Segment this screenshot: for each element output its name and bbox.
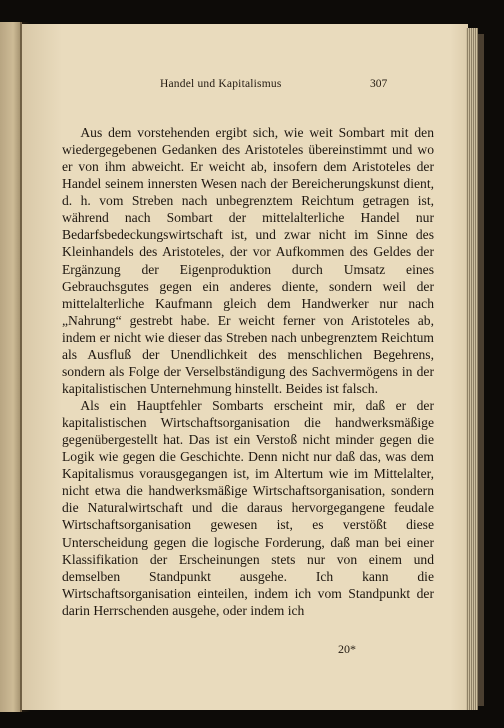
page-number: 307 xyxy=(370,78,388,90)
book-page xyxy=(22,24,468,710)
body-text xyxy=(62,124,434,619)
page-block-edge xyxy=(466,28,478,710)
page-header xyxy=(22,78,468,96)
signature-mark: 20* xyxy=(338,642,356,656)
paragraph-2: Als ein Hauptfehler Sombarts erscheint mir, daß er der kapitalistischen Wirtschaftsorganisation die handwerksmäßige gegenübergestellt hat. Das ist ein Verstoß nicht minder gegen die Logik wie gegen die Geschichte. Denn nicht nur daß das, was dem Kapitalismus vorausgegangen ist, im Altertum wie im Mittelalter, nicht etwa die handwerksmäßige Wirtschaftsorganisation, sondern die Naturalwirtschaft und die daraus hervorgegangene feudale Wirtschaftsorganisation gewesen ist, es verstößt diese Unterscheidung gegen die logische Forderung, daß man bei einer Klassifikation der Erscheinungen stets nur von einem und demselben Standpunkt ausgehe. Ich kann die Wirtschaftsorganisation einteilen, indem ich vom Standpunkt der darin Herrschenden ausgehe, oder indem ich xyxy=(62,398,434,618)
paragraph-1: Aus dem vorstehenden ergibt sich, wie weit Sombart mit den wiedergegebenen Gedanken des Aristoteles übereinstimmt und wo er von ihm abweicht. Er weicht ab, insofern dem Aristoteles der Handel seinem innersten Wesen nach der Bereicherungskunst dient, d. h. vom Streben nach unbegrenztem Reichtum getragen ist, während nach Sombart der mittelalterliche Handel nur Bedarfsbedeckungswirtschaft ist, und zwar nicht im Sinne des Kleinhandels des Aristoteles, der vor Aufkommen des Geldes der Ergänzung der Eigenproduktion durch Umsatz eines Gebrauchsgutes gegen ein anderes diente, sondern weil der mittelalterliche Kaufmann gleich dem Handwerker nur nach „Nahrung“ gestrebt habe. Er weicht ferner von Aristoteles ab, indem er nicht wie dieser das Streben nach unbegrenztem Reichtum als Ausfluß der Unendlichkeit des menschlichen Begehrens, sondern als Folge der Verselbständigung des Sachvermögens in der kapitalistischen Unternehmung hinstellt. Beides ist falsch. xyxy=(62,125,434,396)
running-head: Handel und Kapitalismus xyxy=(160,78,282,90)
book-cover-edge xyxy=(478,34,484,706)
previous-page-edge xyxy=(0,22,22,712)
